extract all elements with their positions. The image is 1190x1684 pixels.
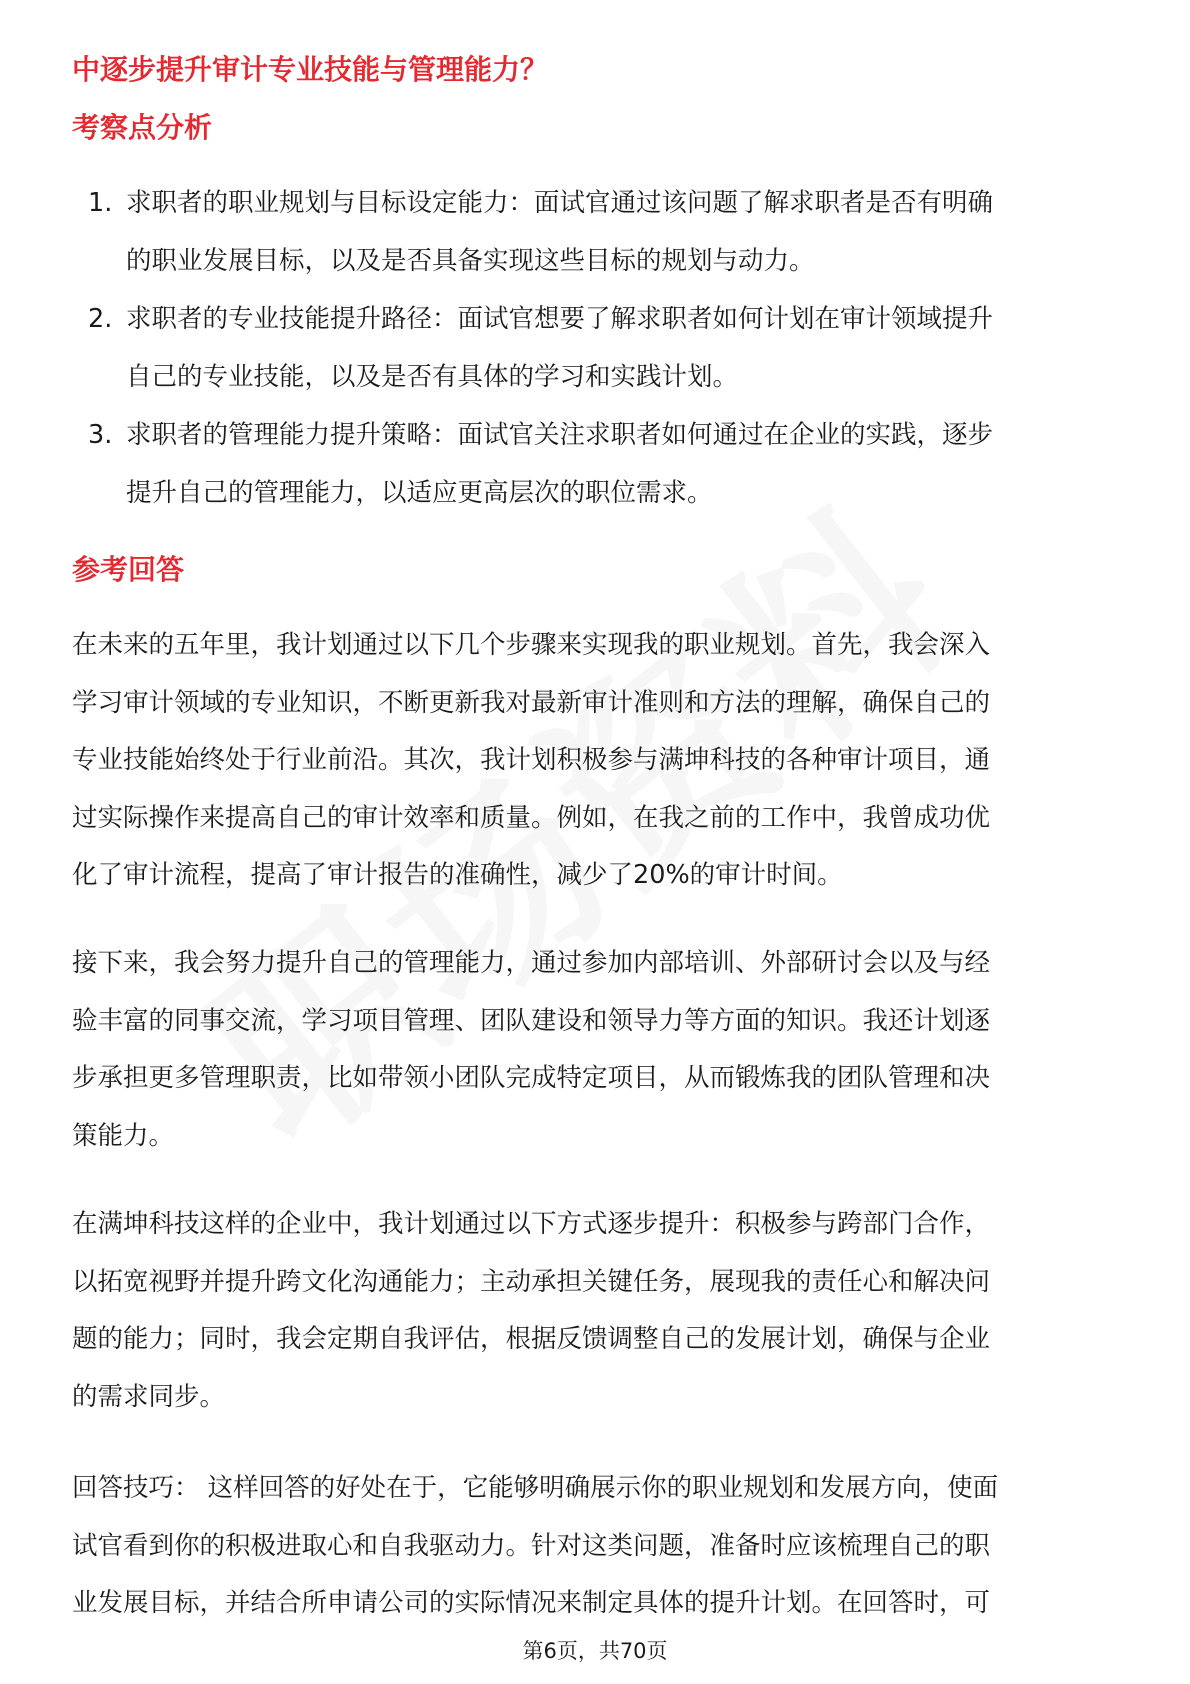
analysis-item-line: 提升自己的管理能力，以适应更高层次的职位需求。	[126, 478, 713, 508]
tips-paragraph	[72, 1460, 1132, 1633]
analysis-item	[72, 290, 1122, 406]
paragraph-line: 题的能力；同时，我会定期自我评估，根据反馈调整自己的发展计划，确保与企业	[72, 1324, 991, 1354]
paragraph-line: 策能力。	[72, 1120, 175, 1151]
question-heading: 中逐步提升审计专业技能与管理能力？	[72, 53, 549, 86]
list-number: 3.	[88, 420, 113, 450]
page-number-footer: 第6页，共70页	[522, 1639, 668, 1663]
paragraph-line: 化了审计流程，提高了审计报告的准确性，减少了20%的审计时间。	[72, 860, 843, 890]
analysis-item-line: 自己的专业技能，以及是否有具体的学习和实践计划。	[126, 362, 739, 392]
list-number: 2.	[88, 304, 113, 334]
answer-heading: 参考回答	[72, 553, 185, 586]
paragraph-line: 接下来，我会努力提升自己的管理能力，通过参加内部培训、外部研讨会以及与经	[72, 948, 991, 978]
paragraph-line: 在未来的五年里，我计划通过以下几个步骤来实现我的职业规划。首先，我会深入	[72, 630, 991, 660]
paragraph-line: 在满坤科技这样的企业中，我计划通过以下方式逐步提升：积极参与跨部门合作，	[72, 1209, 991, 1239]
analysis-item	[72, 406, 1122, 522]
paragraph-line: 步承担更多管理职责，比如带领小团队完成特定项目，从而锻炼我的团队管理和决	[72, 1063, 991, 1093]
paragraph-line: 过实际操作来提高自己的审计效率和质量。例如，在我之前的工作中，我曾成功优	[72, 802, 991, 833]
analysis-item-line: 求职者的专业技能提升路径：面试官想要了解求职者如何计划在审计领域提升	[126, 304, 994, 334]
analysis-item-line: 求职者的管理能力提升策略：面试官关注求职者如何通过在企业的实践，逐步	[126, 420, 994, 450]
paragraph-line: 业发展目标，并结合所申请公司的实际情况来制定具体的提升计划。在回答时，可	[72, 1588, 991, 1618]
paragraph-line: 的需求同步。	[72, 1381, 226, 1412]
analysis-heading: 考察点分析	[72, 111, 213, 144]
paragraph-line: 验丰富的同事交流，学习项目管理、团队建设和领导力等方面的知识。我还计划逐	[72, 1005, 991, 1036]
analysis-list	[72, 174, 1122, 522]
paragraph-line: 以拓宽视野并提升跨文化沟通能力；主动承担关键任务，展现我的责任心和解决问	[72, 1266, 991, 1297]
answer-paragraph	[72, 617, 1132, 905]
paragraph-line: 回答技巧： 这样回答的好处在于，它能够明确展示你的职业规划和发展方向，使面	[72, 1473, 999, 1503]
analysis-item-line: 的职业发展目标，以及是否具备实现这些目标的规划与动力。	[126, 246, 815, 276]
answer-paragraph	[72, 935, 1132, 1165]
paragraph-line: 学习审计领域的专业知识，不断更新我对最新审计准则和方法的理解，确保自己的	[72, 687, 991, 718]
analysis-item	[72, 174, 1122, 290]
answer-paragraph	[72, 1196, 1132, 1426]
paragraph-line: 试官看到你的积极进取心和自我驱动力。针对这类问题，准备时应该梳理自己的职	[72, 1530, 991, 1561]
paragraph-line: 专业技能始终处于行业前沿。其次，我计划积极参与满坤科技的各种审计项目，通	[72, 745, 991, 775]
list-number: 1.	[88, 188, 113, 218]
analysis-item-line: 求职者的职业规划与目标设定能力：面试官通过该问题了解求职者是否有明确	[126, 188, 994, 218]
